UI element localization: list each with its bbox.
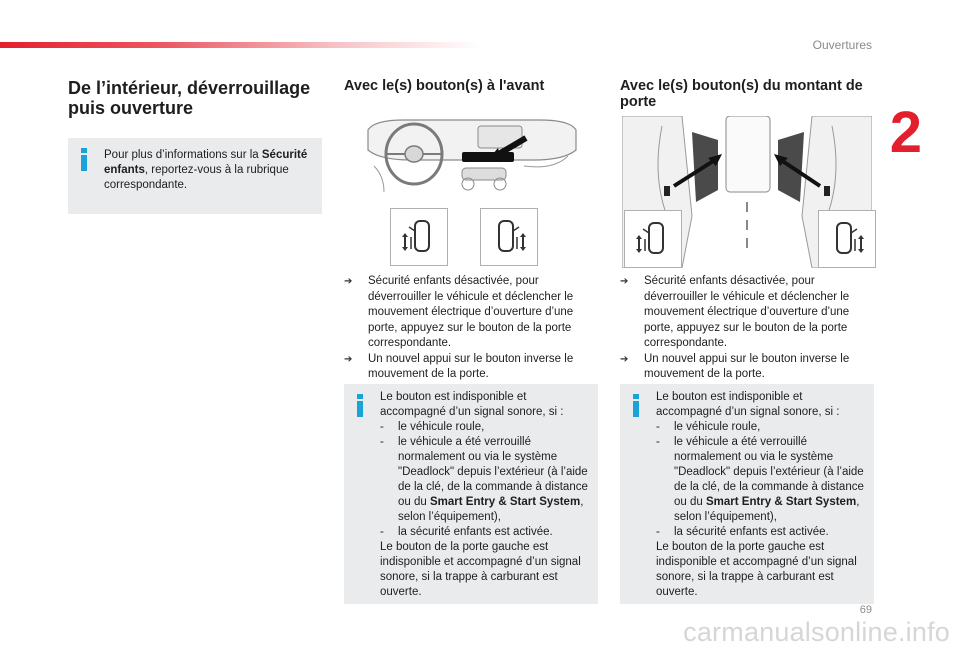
door-button-right bbox=[480, 208, 538, 266]
list-item: ➔ Sécurité enfants désactivée, pour déverrouiller le véhicule et déclencher le mouvement électrique d’ouverture d’une porte, appuyez sur le bouton de la porte correspondante. bbox=[344, 275, 574, 349]
page-title: De l’intérieur, déverrouillage puis ouverture bbox=[68, 78, 311, 119]
front-instructions bbox=[344, 274, 594, 383]
pillar-buttons-heading: Avec le(s) bouton(s) du montant de porte bbox=[620, 78, 863, 111]
list-item: - la sécurité enfants est activée. bbox=[656, 525, 866, 540]
section-title: Ouvertures bbox=[812, 38, 872, 52]
info-box-front-unavailable: Le bouton est indisponible et accompagné d’un signal sonore, si : - le véhicule roule, - le véhicule a été verrouillé normalement ou via le système "Deadlock" depuis l’extérieur (à l’aide de la clé, de la commande à distance ou du Smart Entry & Start System, selon l’équipement), - la sécurité enfants est activée. Le bouton de la porte gauche est indisponible et accompagné d’un signal sonore, si la trappe à carburant est ouverte. bbox=[344, 384, 598, 604]
chapter-number: 2 bbox=[889, 100, 922, 165]
list-item: ➔ Un nouvel appui sur le bouton inverse le mouvement de la porte. bbox=[344, 352, 574, 380]
pillar-instructions bbox=[620, 274, 870, 383]
door-open-right-icon bbox=[481, 209, 537, 265]
info-icon bbox=[80, 148, 88, 170]
door-button-left bbox=[390, 208, 448, 266]
info-text: Pour plus d’informations sur la Sécurité enfants, reportez-vous à la rubrique correspondante. bbox=[104, 149, 308, 191]
front-buttons-heading: Avec le(s) bouton(s) à l'avant bbox=[344, 78, 545, 94]
info-icon bbox=[632, 394, 640, 416]
watermark: carmanualsonline.info bbox=[683, 617, 950, 647]
page-number: 69 bbox=[859, 604, 872, 616]
info-box-child-safety bbox=[68, 138, 322, 214]
arrow-bullet-icon: ➔ bbox=[344, 276, 353, 287]
header-accent-bar bbox=[0, 42, 480, 48]
info-icon bbox=[356, 394, 364, 416]
list-item: - la sécurité enfants est activée. bbox=[380, 525, 590, 540]
pillar-button-right bbox=[818, 210, 876, 268]
list-item: ➔ Un nouvel appui sur le bouton inverse le mouvement de la porte. bbox=[620, 352, 850, 380]
list-item: - le véhicule a été verrouillé normalement ou via le système "Deadlock" depuis l’extérieur (à l’aide de la clé, de la commande à distance ou du Smart Entry & Start System, selon l’équipement), bbox=[380, 435, 590, 525]
pillar-button-left bbox=[624, 210, 682, 268]
arrow-bullet-icon: ➔ bbox=[620, 276, 629, 287]
list-item: - le véhicule roule, bbox=[380, 420, 590, 435]
info-box-pillar-unavailable: Le bouton est indisponible et accompagné d’un signal sonore, si : - le véhicule roule, - le véhicule a été verrouillé normalement ou via le système "Deadlock" depuis l’extérieur (à l’aide de la clé, de la commande à distance ou du Smart Entry & Start System, selon l’équipement), - la sécurité enfants est activée. Le bouton de la porte gauche est indisponible et accompagné d’un signal sonore, si la trappe à carburant est ouverte. bbox=[620, 384, 874, 604]
arrow-bullet-icon: ➔ bbox=[344, 353, 353, 365]
door-open-left-icon bbox=[625, 211, 681, 267]
child-safety-link: Sécurité enfants bbox=[104, 149, 308, 176]
door-open-right-icon bbox=[819, 211, 875, 267]
door-open-left-icon bbox=[391, 209, 447, 265]
list-item: - le véhicule roule, bbox=[656, 420, 866, 435]
list-item: ➔ Sécurité enfants désactivée, pour déverrouiller le véhicule et déclencher le mouvement électrique d’ouverture d’une porte, appuyez sur le bouton de la porte correspondante. bbox=[620, 275, 850, 349]
dashboard-illustration bbox=[364, 116, 580, 196]
list-item: - le véhicule a été verrouillé normalement ou via le système "Deadlock" depuis l’extérieur (à l’aide de la clé, de la commande à distance ou du Smart Entry & Start System, selon l’équipement), bbox=[656, 435, 866, 525]
arrow-bullet-icon: ➔ bbox=[620, 353, 629, 365]
